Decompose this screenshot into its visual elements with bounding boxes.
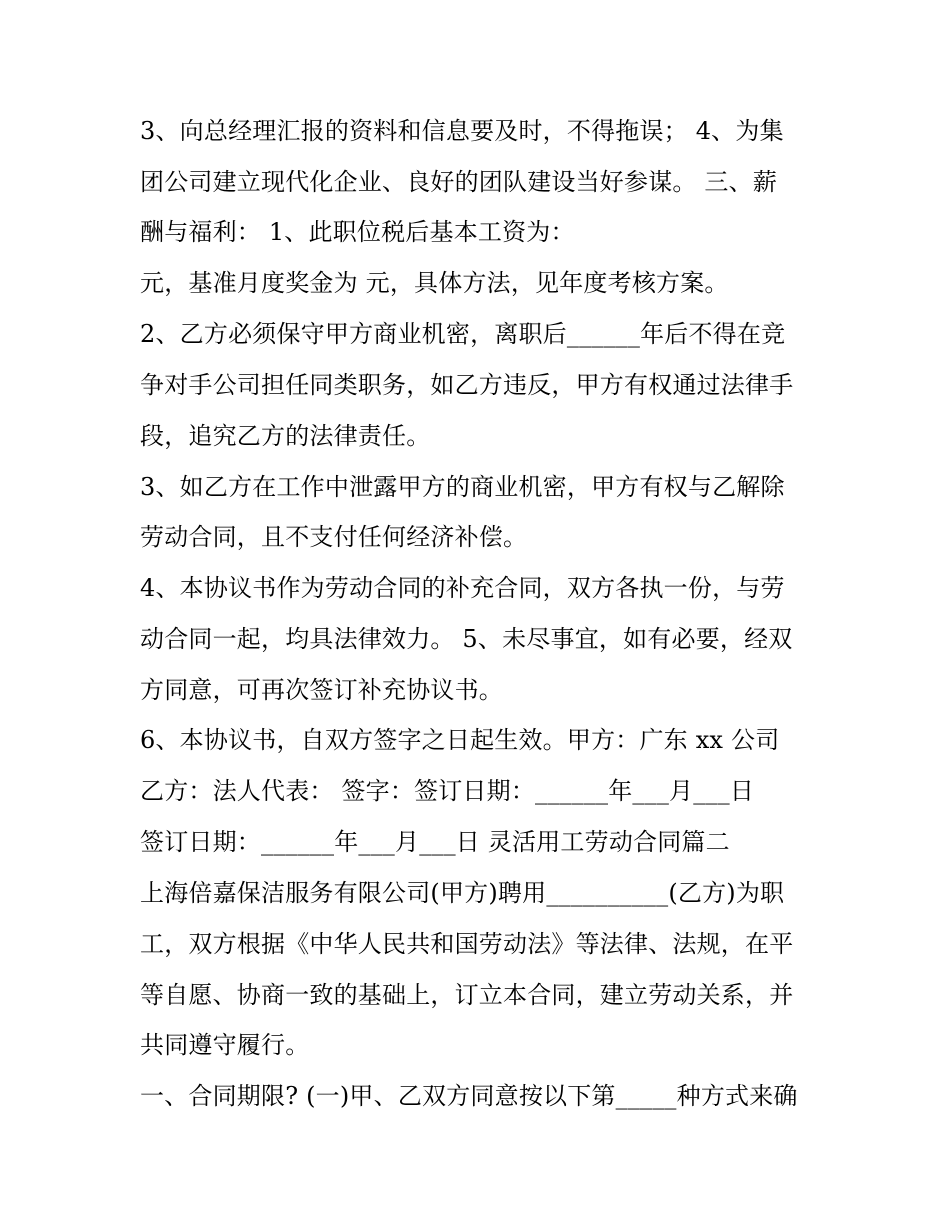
text-line: 等自愿、协商一致的基础上，订立本合同，建立劳动关系，并 — [140, 981, 794, 1009]
text-line: 乙方：法人代表： 签字：签订日期：______年___月___日 — [140, 777, 755, 805]
text-line: 劳动合同，且不支付任何经济补偿。 — [140, 523, 528, 551]
text-line: 共同遵守履行。 — [140, 1031, 310, 1059]
text-line: 一、合同期限? (一)甲、乙双方同意按以下第_____种方式来确 — [140, 1082, 798, 1110]
text-line: 2、乙方必须保守甲方商业机密，离职后______年后不得在竞 — [140, 320, 786, 348]
text-line: 工，双方根据《中华人民共和国劳动法》等法律、法规，在平 — [140, 930, 794, 958]
text-line: 动合同一起，均具法律效力。 5、未尽事宜，如有必要，经双 — [140, 625, 793, 653]
text-line: 团公司建立现代化企业、良好的团队建设当好参谋。 三、薪 — [140, 168, 778, 196]
text-line: 4、本协议书作为劳动合同的补充合同，双方各执一份，与劳 — [140, 574, 785, 602]
text-line: 3、向总经理汇报的资料和信息要及时，不得拖误； 4、为集 — [140, 117, 784, 145]
text-line: 元，基准月度奖金为 元，具体方法，见年度考核方案。 — [140, 269, 729, 297]
text-line: 上海倍嘉保洁服务有限公司(甲方)聘用__________(乙方)为职 — [140, 879, 785, 907]
text-line: 3、如乙方在工作中泄露甲方的商业机密，甲方有权与乙解除 — [140, 473, 785, 501]
text-line: 段，追究乙方的法律责任。 — [140, 422, 431, 450]
text-line: 6、本协议书，自双方签字之日起生效。甲方：广东 xx 公司 — [140, 726, 780, 754]
text-line: 酬与福利： 1、此职位税后基本工资为： — [140, 218, 575, 246]
text-line: 方同意，可再次签订补充协议书。 — [140, 676, 503, 704]
text-line: 争对手公司担任同类职务，如乙方违反，甲方有权通过法律手 — [140, 371, 794, 399]
text-line: 签订日期：______年___月___日 灵活用工劳动合同篇二 — [140, 828, 730, 856]
